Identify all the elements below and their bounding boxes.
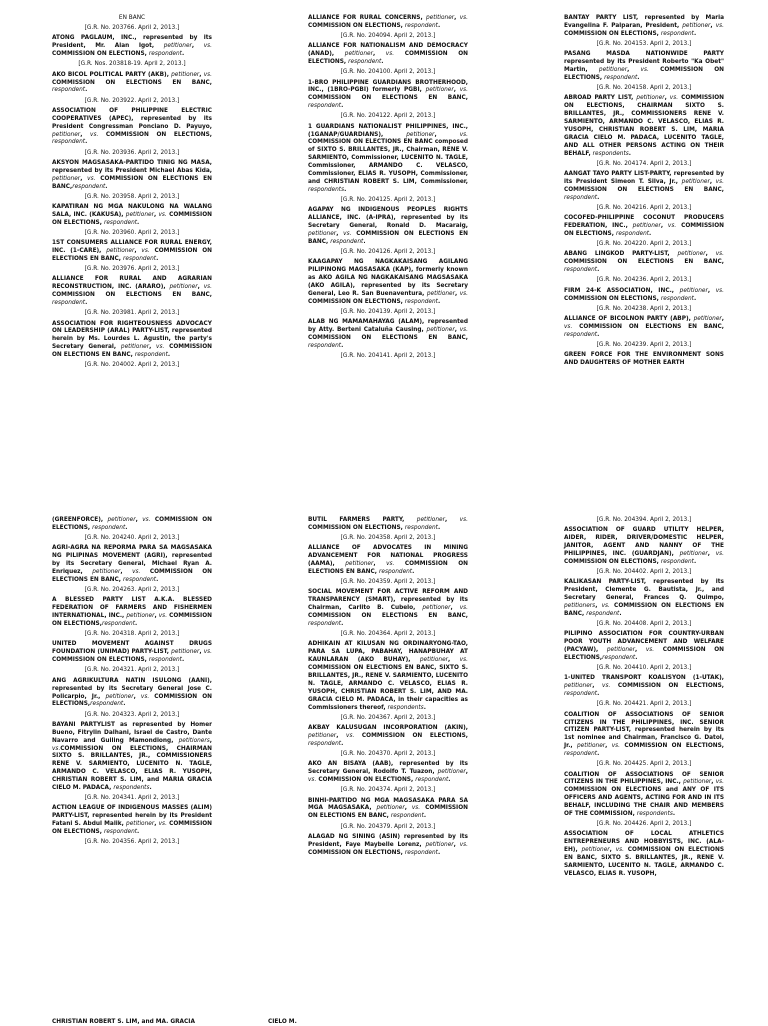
party-name: ALLIANCE OF ADVOCATES IN MINING ADVANCEMENT FOR NATIONAL PROGRESS (AAMA), (308, 545, 468, 568)
case-number: [G.R. No. 204425. April 2, 2013.] (596, 761, 692, 768)
case-parties (52, 805, 212, 837)
case-number: [G.R. No. 204358. April 2, 2013.] (340, 535, 436, 542)
case-parties (52, 276, 212, 308)
party-name: PILIPINO ASSOCIATION FOR COUNTRY-URBAN POOR YOUTH ADVANCEMENT AND WELFARE (PACYAW), (564, 631, 724, 654)
party-name: ABANG LINGKOD PARTY-LIST, (564, 251, 670, 258)
case-caption: petitioners, vs. COMMISSION ON ELECTIONS EN BANC, respondent. (564, 602, 724, 617)
party-name: (GREENFORCE), (52, 517, 104, 523)
case-caption: petitioner, vs. COMMISSION ON ELECTIONS EN BANC, respondent. (52, 344, 212, 359)
party-name: COCOFED-PHILIPPINE COCONUT PRODUCERS FEDERATION, INC., (564, 215, 724, 230)
case-caption: petitioner, vs. COMMISSION ON ELECTIONS EN BANC, respondent. (52, 284, 212, 307)
case-parties (308, 761, 468, 785)
case-number: [G.R. No. 204426. April 2, 2013.] (596, 821, 692, 828)
case-caption: petitioner, vs. COMMISSION ON ELECTIONS EN BANC, respondent. (308, 231, 468, 245)
case-caption: petitioner, vs. COMMISSION ON ELECTIONS EN BANC, respondent. (52, 248, 212, 263)
party-name: 1 GUARDIANS NATIONALIST PHILIPPINES, INC., (1GANAP/GUARDIANS), (308, 123, 468, 138)
case-number: [G.R. No. 204379. April 2, 2013.] (340, 823, 436, 830)
party-name: A BLESSED PARTY LIST A.K.A. BLESSED FEDERATION OF FARMERS AND FISHERMEN INTERNATIONAL, INC., (52, 597, 212, 620)
party-name: AKBAY KALUSUGAN INCORPORATION (AKIN), (308, 725, 468, 732)
text-column-3 (564, 15, 724, 370)
case-parties (308, 725, 468, 749)
case-number: [G.R. No. 204220. April 2, 2013.] (596, 241, 692, 248)
party-name: ABROAD PARTY LIST, (564, 95, 634, 102)
party-name: BAYANI PARTYLIST as represented by Homer Bueno, Fitrylin Dalhani, Israel de Castro, Dante Navarro and Guiling Mamondiong, (52, 721, 212, 744)
case-caption: petitioner, vs. COMMISSION ON ELECTIONS, respondent. (564, 67, 724, 81)
party-name: COALITION OF ASSOCIATIONS OF SENIOR CITIZENS IN THE PHILIPPINES, INC. SENIOR CITIZEN PARTY-LIST, represented herein by its 1st nominee and Chairman, Francisco G. Datol, Jr., (564, 711, 724, 750)
case-caption: petitioner, vs. COMMISSION ON ELECTIONS, respondent. (308, 290, 468, 305)
case-number: [G.R. No. 203936. April 2, 2013.] (84, 149, 180, 156)
case-parties (564, 15, 724, 39)
text-column-6 (564, 517, 724, 881)
case-number: [G.R. No. 204374. April 2, 2013.] (340, 787, 436, 794)
case-caption: petitioner, vs. COMMISSION ON ELECTIONS EN BANC, respondent. (564, 179, 724, 201)
case-caption: petitioner, vs. COMMISSION ON ELECTIONS EN BANC, respondent. (308, 87, 468, 110)
party-name: ACTION LEAGUE OF INDIGENOUS MASSES (ALIM) PARTY-LIST, represented herein by its President Fatani S. Abdul Malik, (52, 805, 212, 828)
party-name: BANTAY PARTY LIST, represented by Maria Evangelina F. Palparan, President, (564, 15, 724, 29)
party-name: ALLIANCE FOR RURAL AND AGRARIAN RECONSTRUCTION, INC. (ARARO), (52, 276, 212, 291)
case-caption: petitioner, vs. COMMISSION ON ELECTIONS,respondent. (564, 647, 724, 661)
case-caption: petitioner, vs. COMMISSION ON ELECTIONS EN BANC, SIXTO S. BRILLANTES, JR., RENE V. SARMIENTO, LUCENITO N. TAGLE, ARMANDO C. VELASCO, ELIAS R. YUSOPH, (564, 847, 724, 878)
case-number: [G.R. No. 203958. April 2, 2013.] (84, 193, 180, 200)
case-caption: petitioner, vs. COMMISSION ON ELECTIONS EN BANC, respondent. (308, 561, 468, 576)
case-number: [G.R. No. 204153. April 2, 2013.] (596, 41, 692, 48)
case-parties (52, 72, 212, 96)
case-parties (52, 204, 212, 228)
case-number: [G.R. No. 203766. April 2, 2013.] (84, 25, 180, 32)
case-number: [G.R. No. 204122. April 2, 2013.] (340, 113, 436, 120)
section-heading: EN BANC (118, 15, 146, 21)
party-name: ALLIANCE FOR NATIONALISM AND DEMOCRACY (ANAD), (308, 43, 468, 58)
case-caption: petitioner, vs. COMMISSION ON ELECTIONS, respondent. (564, 683, 724, 698)
footer-right: CIELO M. (268, 1019, 297, 1025)
case-parties (52, 321, 212, 361)
case-number: [G.R. No. 204094. April 2, 2013.] (340, 33, 436, 40)
party-name: ADHIKAIN AT KILUSAN NG ORDINARYONG-TAO, PARA SA LUPA, PABAHAY, HANAPBUHAY AT KAUNLARAN (AKO BUHAY), (308, 641, 468, 664)
party-name: ASSOCIATION OF GUARD UTILITY HELPER, AIDER, RIDER, DRIVER/DOMESTIC HELPER, JANITOR, AGENT AND NANNY OF THE PHILIPPINES, INC. (GUARDJAN), (564, 527, 724, 557)
case-caption: petitioner, vs. COMMISSION ON ELECTIONS, CHAIRMAN SIXTO S. BRILLANTES, JR., COMMISSIONERS RENE V. SARMIENTO, ARMANDO C. VELASCO, ELIAS R. YUSOPH, CHRISTIAN ROBERT S. LIM, MARIA GRACIA CIELO M. PADACA, LUCENITO TAGLE, AND ALL OTHER PERSONS ACTING ON THEIR BEHALF, respondents. (564, 95, 725, 157)
case-caption: petitioner, vs. COMMISSION ON ELECTIONS EN BANC, respondent. (308, 605, 468, 628)
case-parties (308, 798, 468, 822)
case-number: [G.R. No. 204410. April 2, 2013.] (596, 665, 692, 672)
case-parties (308, 43, 468, 67)
case-parties (308, 589, 468, 629)
party-name: AKSYON MAGSASAKA-PARTIDO TINIG NG MASA, represented by its President Michael Abas Kida, (52, 159, 212, 174)
case-caption: petitioner, vs. COMMISSION ON ELECTIONS EN BANC,respondent. (52, 175, 212, 190)
case-parties (564, 51, 724, 83)
case-number: [G.R. No. 204174. April 2, 2013.] (596, 160, 692, 167)
case-number: [G.R. No. 204158. April 2, 2013.] (596, 85, 692, 92)
case-caption: petitioner, vs. COMMISSION ON ELECTIONS, respondent. (564, 743, 724, 758)
case-caption: petitioner, vs. COMMISSION ON ELECTIONS EN BANC, respondent. (52, 569, 212, 583)
case-number: [G.R. No. 204141. April 2, 2013.] (340, 353, 436, 360)
case-number: [G.R. No. 204421. April 2, 2013.] (596, 701, 692, 708)
case-caption: petitioner, vs. COMMISSION ON ELECTIONS, respondent. (564, 287, 724, 302)
case-parties (52, 678, 212, 710)
party-name: ASSOCIATION OF LOCAL ATHLETICS ENTREPRENEURS AND HOBBYISTS, INC. (ALA-EH), (564, 831, 724, 854)
case-number: [G.R. No. 203981. April 2, 2013.] (84, 310, 180, 317)
case-parties (52, 160, 212, 192)
party-name: PASANG MASDA NATIONWIDE PARTY represented by its President Roberto "Ka Obet" Martin, (564, 51, 724, 74)
case-parties (564, 215, 724, 239)
party-name: AKO AN BISAYA (AAB), represented by its Secretary General, Rodolfo T. Tuazon, (308, 761, 468, 776)
party-name: BUTIL FARMERS PARTY, (308, 517, 405, 523)
case-parties (308, 15, 468, 31)
case-caption: petitioners, vs.COMMISSION ON ELECTIONS, CHAIRMAN SIXTO S. BRILLANTES, JR., COMMISSIONERS RENE V. SARMIENTO, LUCENITO N. TAGLE, ARMANDO C. VELASCO, ELIAS R. YUSOPH, CHRISTIAN ROBERT S. LIM, and MARIA GRACIA CIELO M. PADACA, respondents. (52, 737, 212, 792)
case-number: [G.R. No. 204100. April 2, 2013.] (340, 69, 436, 76)
party-name: ALLIANCE FOR RURAL CONCERNS, (308, 15, 423, 21)
party-name: 1-BRO PHILIPPINE GUARDIANS BROTHERHOOD, INC., (1BRO-PGBI) formerly PGBI, (308, 79, 468, 94)
party-name: 1-UNITED TRANSPORT KOALISYON (1-UTAK), (564, 675, 724, 682)
case-caption: petitioner, vs. COMMISSION ON ELECTIONS, respondent. (52, 821, 213, 836)
case-parties (52, 597, 212, 629)
case-number: [G.R. No. 204216. April 2, 2013.] (596, 205, 692, 212)
case-caption: petitioner, vs. COMMISSION ON ELECTIONS EN BANC, SIXTO S. BRILLANTES, JR., RENE V. SARMIENTO, LUCENITO N. TAGLE, ARMANDO C. VELASCO, ELIAS R. YUSOPH, CHRISTIAN ROBERT S. LIM, AND MA. GRACIA CIELO M. PADACA, in their capacities as Commissioners thereof, respondents. (308, 657, 468, 711)
text-column-2 (308, 15, 468, 363)
case-number: [G.R. No. 204263. April 2, 2013.] (84, 587, 180, 594)
case-caption: petitioner, vs. COMMISSION ON ELECTIONS, respondent. (564, 22, 724, 37)
party-name: KAAGAPAY NG NAGKAKAISANG AGILANG PILIPINONG MAGSASAKA (KAP), formerly known as AKO AGILA NG NAGKAKAISANG MAGSASAKA (AKO AGILA), represented by its Secretary General, Leo R. San Buenaventura, (308, 259, 468, 297)
case-caption: petitioner, vs. COMMISSION ON ELECTIONS, respondent. (308, 841, 468, 856)
case-caption: petitioner, vs. COMMISSION ON ELECTIONS, respondent. (308, 769, 468, 784)
case-caption: petitioner, vs. COMMISSION ON ELECTIONS,respondent. (52, 693, 212, 708)
party-name: 1ST CONSUMERS ALLIANCE FOR RURAL ENERGY, INC. (1-CARE), (52, 240, 212, 255)
case-number: [G.R. No. 204402. April 2, 2013.] (596, 569, 692, 576)
party-name: ASSOCIATION FOR RIGHTEOUSNESS ADVOCACY ON LEADERSHIP (ARAL) PARTY-LIST, represented herein by Ms. Lourdes L. Agustin, the party's Secretary General, (52, 320, 212, 351)
party-name: ALAB NG MAMAMAHAYAG (ALAM), represented by Atty. Berteni Cataluña Causing, (308, 319, 468, 334)
case-caption: petitioner, vs. COMMISSION ON ELECTIONS, respondent. (308, 733, 468, 747)
case-parties (308, 259, 468, 306)
case-caption: petitioner, vs. COMMISSION ON ELECTIONS EN BANC, respondent. (564, 315, 724, 338)
case-number: [G.R. No. 203976. April 2, 2013.] (84, 266, 180, 273)
case-number: [G.R. No. 203922. April 2, 2013.] (84, 97, 180, 104)
case-parties (564, 712, 724, 759)
case-parties (564, 316, 724, 340)
party-name: AKO BICOL POLITICAL PARTY (AKB), (52, 71, 169, 78)
case-parties (52, 35, 212, 59)
case-parties (564, 352, 724, 368)
party-name: KALIKASAN PARTY-LIST, represented by its President, Clemente G. Bautista, Jr., and Secretary General, Frances Q. Quimpo, (564, 579, 724, 602)
case-parties (564, 772, 724, 819)
case-caption: petitioner, vs. COMMISSION ON ELECTIONS, respondent. (52, 43, 212, 58)
case-number: [G.R. No. 204126. April 2, 2013.] (340, 249, 436, 256)
case-number: [G.R. No. 204341. April 2, 2013.] (84, 795, 180, 802)
party-name: UNITED MOVEMENT AGAINST DRUGS FOUNDATION (UNIMAD) PARTY-LIST, (52, 641, 212, 656)
party-name: ANG AGRIKULTURA NATIN ISULONG (AANI), represented by its Secretary General Jose C. Policarpio, Jr., (52, 677, 212, 700)
case-parties (564, 631, 724, 663)
case-parties (308, 641, 468, 712)
case-parties (308, 80, 468, 112)
case-number: [G.R. No. 204236. April 2, 2013.] (596, 277, 692, 284)
case-caption: petitioner, vs. COMMISSION ON ELECTIONS, respondent. (564, 223, 724, 238)
case-number: [G.R. Nos. 203818-19. April 2, 2013.] (78, 61, 186, 68)
case-caption: petitioner, vs. COMMISSION ON ELECTIONS, respondent. (308, 517, 468, 531)
case-parties (52, 545, 212, 585)
party-name: ALAGAD NG SINING (ASIN) represented by its President, Faye Maybelle Lorenz, (308, 833, 468, 848)
party-name: BINHI-PARTIDO NG MGA MAGSASAKA PARA SA MGA MAGSASAKA, (308, 797, 468, 812)
case-number: [G.R. No. 204356. April 2, 2013.] (84, 839, 180, 846)
case-number: [G.R. No. 204394. April 2, 2013.] (596, 517, 692, 523)
party-name: ATONG PAGLAUM, INC., represented by its President, Mr. Alan Igot, (52, 35, 212, 50)
case-parties (52, 641, 212, 665)
case-parties (308, 545, 468, 577)
party-name: AANGAT TAYO PARTY LIST-PARTY, represented by its President Simeon T. Silva, Jr., (564, 171, 724, 185)
case-caption: petitioner, vs. COMMISSION ON ELECTIONS EN BANC, respondent. (52, 71, 212, 94)
case-number: [G.R. No. 204238. April 2, 2013.] (596, 305, 692, 312)
case-parties (564, 288, 724, 304)
text-column-4 (52, 517, 212, 850)
case-parties (52, 240, 212, 264)
case-parties (308, 319, 468, 351)
case-parties (308, 834, 468, 858)
case-caption: petitioner, vs. COMMISSION ON ELECTIONS, respondent. (308, 51, 468, 66)
case-caption: petitioner, vs. COMMISSION ON ELECTIONS, respondent. (52, 649, 212, 664)
case-caption: petitioner, vs. COMMISSION ON ELECTIONS and ANY OF ITS OFFICERS AND AGENTS, ACTING FOR AND IN ITS BEHALF, INCLUDING THE CHAIR AND MEMBERS OF THE COMMISSION, respondents. (564, 779, 724, 818)
case-number: [G.R. No. 204125. April 2, 2013.] (340, 197, 436, 204)
case-caption: petitioner, vs. COMMISSION ON ELECTIONS EN BANC, respondent. (308, 327, 468, 349)
case-number: [G.R. No. 204323. April 2, 2013.] (84, 711, 180, 718)
case-caption: petitioner, vs. COMMISSION ON ELECTIONS, respondent. (52, 211, 212, 226)
case-number: [G.R. No. 204370. April 2, 2013.] (340, 751, 436, 758)
case-caption: petitioner, vs. COMMISSION ON ELECTIONS, respondent. (564, 550, 724, 565)
case-parties (52, 108, 212, 148)
case-number: [G.R. No. 204408. April 2, 2013.] (596, 621, 692, 628)
party-name: SOCIAL MOVEMENT FOR ACTIVE REFORM AND TRANSPARENCY (SMART), represented by its Chairman, Carlito B. Cubelo, (308, 589, 468, 612)
case-parties (308, 124, 468, 195)
case-caption: petitioner, vs. COMMISSION ON ELECTIONS EN BANC composed of SIXTO S. BRILLANTES, JR., Chairman, RENE V. SARMIENTO, Commissioner, LUCENITO N. TAGLE, Commissioner, ARMANDO C. VELASCO, Commissioner, ELIAS R. YUSOPH, Commissioner, and CHRISTIAN ROBERT S. LIM, Commissioner, respondents. (308, 131, 468, 193)
case-caption: petitioner, vs. COMMISSION ON ELECTIONS EN BANC, respondent. (564, 251, 724, 274)
case-caption: petitioner, vs. COMMISSION ON ELECTIONS,respondent. (52, 613, 212, 628)
case-parties (564, 831, 724, 878)
case-parties (564, 171, 724, 203)
case-parties (308, 517, 468, 533)
case-caption: petitioner, vs. COMMISSION ON ELECTIONS, respondent. (52, 131, 212, 146)
party-name: COALITION OF ASSOCIATIONS OF SENIOR CITIZENS IN THE PHILIPPINES, INC., (564, 771, 724, 786)
text-column-1 (52, 15, 212, 373)
case-number: [G.R. No. 204318. April 2, 2013.] (84, 631, 180, 638)
case-number: [G.R. No. 204139. April 2, 2013.] (340, 309, 436, 316)
case-parties (564, 675, 724, 699)
case-parties (564, 527, 724, 567)
case-parties (52, 517, 212, 533)
party-name: ALLIANCE OF BICOLNON PARTY (ABP), (564, 315, 691, 322)
case-caption: petitioner, vs. COMMISSION ON ELECTIONS EN BANC, respondent. (308, 805, 468, 820)
party-name: KAPATIRAN NG MGA NAKULONG NA WALANG SALA, INC. (KAKUSA), (52, 204, 212, 218)
text-column-5 (308, 517, 468, 860)
case-number: [G.R. No. 204321. April 2, 2013.] (84, 667, 180, 674)
party-name: AGAPAY NG INDIGENOUS PEOPLES RIGHTS ALLIANCE, INC. (A-IPRA), represented by its Secretary General, Ronald D. Macaraig, (308, 207, 468, 230)
case-caption: petitioner, vs. COMMISSION ON ELECTIONS, respondent. (308, 15, 468, 29)
case-parties (564, 95, 724, 158)
case-parties (564, 251, 724, 275)
case-number: [G.R. No. 204002. April 2, 2013.] (84, 362, 180, 369)
case-parties (564, 579, 724, 619)
party-name: AGRI-AGRA NA REPORMA PARA SA MAGSASAKA NG PILIPINAS MOVEMENT (AGRI), represented by its Secretary General, Michael Ryan A. Enriquez, (52, 545, 212, 576)
case-number: [G.R. No. 204359. April 2, 2013.] (340, 579, 436, 586)
case-number: [G.R. No. 204364. April 2, 2013.] (340, 631, 436, 638)
case-parties (52, 722, 212, 793)
party-name: FIRM 24-K ASSOCIATION, INC., (564, 287, 674, 294)
case-number: [G.R. No. 204239. April 2, 2013.] (596, 341, 692, 348)
case-number: [G.R. No. 203960. April 2, 2013.] (84, 230, 180, 237)
party-name: ASSOCIATION OF PHILIPPINE ELECTRIC COOPERATIVES (APEC), represented by its President Congressman Ponciano D. Payuyo, (52, 107, 212, 130)
case-parties (308, 207, 468, 247)
case-number: [G.R. No. 204240. April 2, 2013.] (84, 535, 180, 542)
party-name: GREEN FORCE FOR THE ENVIRONMENT SONS AND DAUGHTERS OF MOTHER EARTH (564, 352, 724, 367)
footer-left: CHRISTIAN ROBERT S. LIM, and MA. GRACIA (52, 1019, 195, 1025)
case-number: [G.R. No. 204367. April 2, 2013.] (340, 714, 436, 721)
case-caption: petitioner, vs. COMMISSION ON ELECTIONS, respondent. (52, 517, 212, 531)
